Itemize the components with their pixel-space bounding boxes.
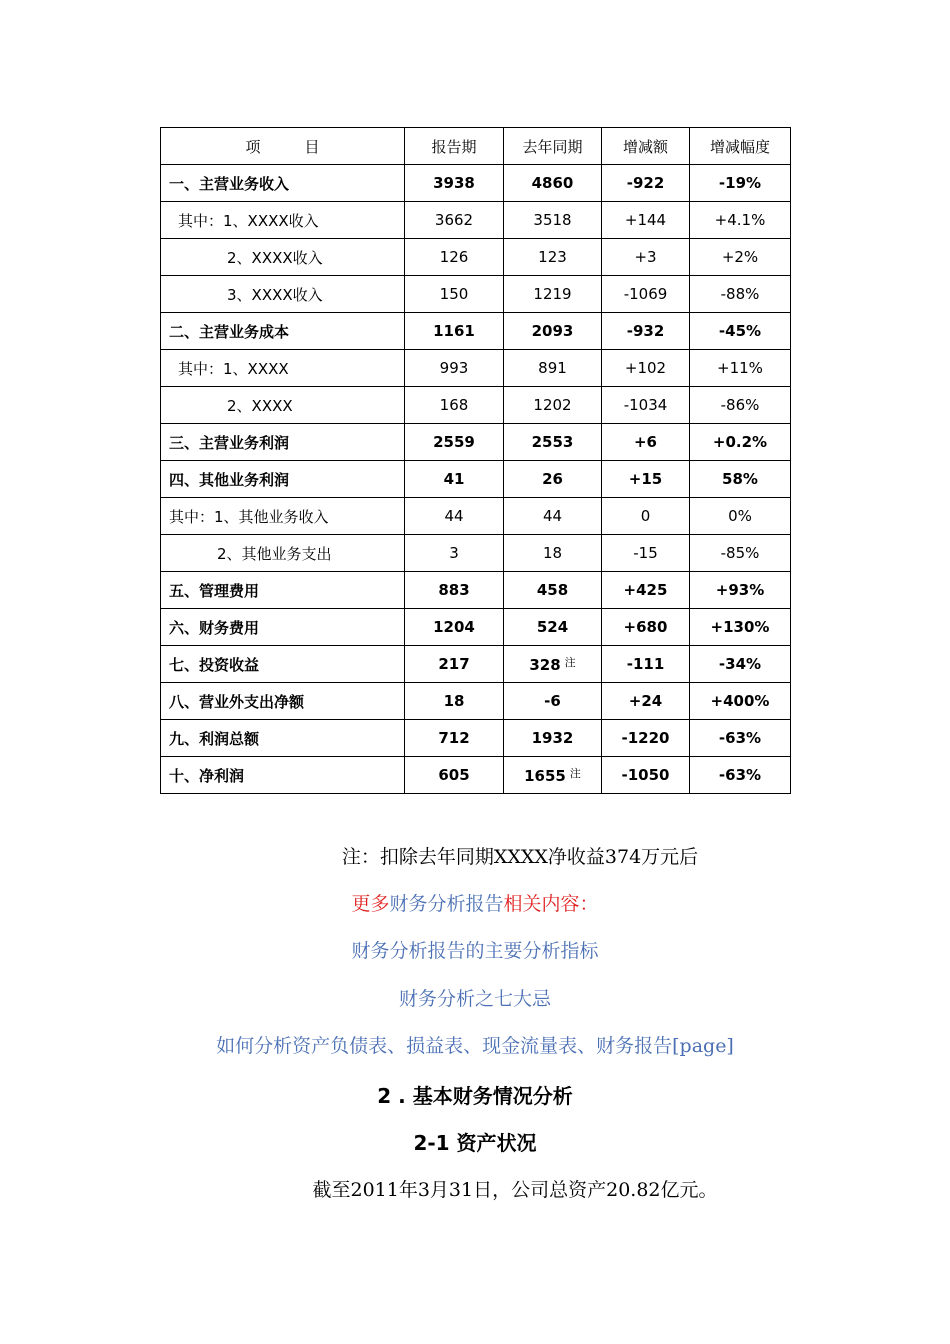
- cell-change: -111: [602, 646, 690, 683]
- cell-change: -1034: [602, 387, 690, 424]
- cell-change: +15: [602, 461, 690, 498]
- cell-last-year: -6: [504, 683, 602, 720]
- cell-last-year: 1932: [504, 720, 602, 757]
- table-row: [161, 424, 791, 461]
- subsection-heading: 2-1 资产状况: [413, 1131, 537, 1155]
- row-label: 四、其他业务利润: [161, 461, 405, 498]
- cell-report: 3: [405, 535, 504, 572]
- cell-last-year: 2553: [504, 424, 602, 461]
- cell-report: 41: [405, 461, 504, 498]
- cell-change-pct: -86%: [690, 387, 791, 424]
- row-label: 其中：1、其他业务收入: [161, 498, 405, 535]
- table-footnote: 注：扣除去年同期XXXX净收益374万元后: [341, 846, 699, 868]
- table-row: [161, 646, 791, 683]
- related-link-main-indicators[interactable]: 财务分析报告的主要分析指标: [351, 940, 599, 962]
- row-label: 十、净利润: [161, 757, 405, 794]
- table-row: [161, 498, 791, 535]
- cell-change: +680: [602, 609, 690, 646]
- table-row: [161, 350, 791, 387]
- cell-change-pct: +2%: [690, 239, 791, 276]
- row-label: 六、财务费用: [161, 609, 405, 646]
- cell-change-pct: -85%: [690, 535, 791, 572]
- row-label: 一、主营业务收入: [161, 165, 405, 202]
- cell-change-pct: -34%: [690, 646, 791, 683]
- table-row: [161, 720, 791, 757]
- more-topic-link[interactable]: 财务分析报告: [389, 893, 504, 915]
- cell-change: -922: [602, 165, 690, 202]
- more-suffix: 相关内容：: [503, 893, 599, 915]
- row-label: 2、XXXX: [161, 387, 405, 424]
- cell-report: 44: [405, 498, 504, 535]
- header-item: 项 目: [161, 128, 405, 165]
- cell-report: 3662: [405, 202, 504, 239]
- header-change-pct: 增减幅度: [690, 128, 791, 165]
- cell-change: +3: [602, 239, 690, 276]
- cell-last-year: 4860: [504, 165, 602, 202]
- cell-change-pct: +93%: [690, 572, 791, 609]
- footnote-mark: 注: [569, 767, 581, 780]
- cell-last-year: 458: [504, 572, 602, 609]
- cell-last-year: 26: [504, 461, 602, 498]
- table-row: [161, 572, 791, 609]
- cell-change: +144: [602, 202, 690, 239]
- row-label: 三、主营业务利润: [161, 424, 405, 461]
- more-related-content: [0, 889, 950, 916]
- cell-change-pct: -88%: [690, 276, 791, 313]
- header-report-period: 报告期: [405, 128, 504, 165]
- cell-change: -15: [602, 535, 690, 572]
- cell-last-year: 1219: [504, 276, 602, 313]
- cell-report: 883: [405, 572, 504, 609]
- footnote-mark: 注: [564, 656, 576, 669]
- cell-change: +425: [602, 572, 690, 609]
- table-row: [161, 202, 791, 239]
- cell-change-pct: +130%: [690, 609, 791, 646]
- cell-change-pct: -19%: [690, 165, 791, 202]
- cell-last-year: 524: [504, 609, 602, 646]
- cell-change-pct: -63%: [690, 720, 791, 757]
- section-heading: 2 . 基本财务情况分析: [377, 1084, 573, 1108]
- header-last-year: 去年同期: [504, 128, 602, 165]
- cell-change-pct: +0.2%: [690, 424, 791, 461]
- cell-last-year: 1202: [504, 387, 602, 424]
- financial-table: [160, 127, 791, 794]
- table-row: [161, 387, 791, 424]
- row-label: 2、其他业务支出: [161, 535, 405, 572]
- table-row: [161, 276, 791, 313]
- row-label: 其中：1、XXXX: [161, 350, 405, 387]
- row-label: 2、XXXX收入: [161, 239, 405, 276]
- table-row: [161, 683, 791, 720]
- cell-report: 2559: [405, 424, 504, 461]
- cell-report: 1161: [405, 313, 504, 350]
- cell-change-pct: 58%: [690, 461, 791, 498]
- cell-change: 0: [602, 498, 690, 535]
- table-row: [161, 461, 791, 498]
- cell-change: -1069: [602, 276, 690, 313]
- cell-change: +102: [602, 350, 690, 387]
- cell-last-year: 1655 $^注$: [504, 757, 602, 794]
- cell-report: 150: [405, 276, 504, 313]
- table-row: [161, 757, 791, 794]
- table-row: [161, 239, 791, 276]
- row-label: 3、XXXX收入: [161, 276, 405, 313]
- cell-change: +24: [602, 683, 690, 720]
- cell-last-year: 3518: [504, 202, 602, 239]
- cell-last-year: 44: [504, 498, 602, 535]
- header-change: 增减额: [602, 128, 690, 165]
- table-row: [161, 609, 791, 646]
- cell-change-pct: -45%: [690, 313, 791, 350]
- related-link-seven-taboos[interactable]: 财务分析之七大忌: [398, 988, 551, 1010]
- row-label: 其中：1、XXXX收入: [161, 202, 405, 239]
- cell-change-pct: +400%: [690, 683, 791, 720]
- cell-last-year: 891: [504, 350, 602, 387]
- cell-change: +6: [602, 424, 690, 461]
- cell-change: -1220: [602, 720, 690, 757]
- cell-report: 3938: [405, 165, 504, 202]
- row-label: 八、营业外支出净额: [161, 683, 405, 720]
- table-row: [161, 535, 791, 572]
- more-prefix: 更多: [351, 893, 390, 915]
- cell-report: 217: [405, 646, 504, 683]
- cell-report: 1204: [405, 609, 504, 646]
- cell-report: 168: [405, 387, 504, 424]
- cell-change-pct: +11%: [690, 350, 791, 387]
- row-label: 七、投资收益: [161, 646, 405, 683]
- cell-report: 605: [405, 757, 504, 794]
- cell-change-pct: -63%: [690, 757, 791, 794]
- cell-change: -932: [602, 313, 690, 350]
- cell-last-year: 18: [504, 535, 602, 572]
- related-link-how-to-analyze[interactable]: 如何分析资产负债表、损益表、现金流量表、财务报告[page]: [216, 1035, 734, 1057]
- table-row: [161, 165, 791, 202]
- cell-report: 712: [405, 720, 504, 757]
- row-label: 二、主营业务成本: [161, 313, 405, 350]
- table-row: [161, 313, 791, 350]
- cell-change: -1050: [602, 757, 690, 794]
- table-header-row: [161, 128, 791, 165]
- cell-last-year: 123: [504, 239, 602, 276]
- cell-last-year: 328 $^注$: [504, 646, 602, 683]
- cell-change-pct: +4.1%: [690, 202, 791, 239]
- row-label: 五、管理费用: [161, 572, 405, 609]
- body-paragraph: 截至2011年3月31日，公司总资产20.82亿元。: [312, 1179, 718, 1201]
- cell-report: 18: [405, 683, 504, 720]
- cell-last-year: 2093: [504, 313, 602, 350]
- row-label: 九、利润总额: [161, 720, 405, 757]
- cell-report: 126: [405, 239, 504, 276]
- cell-change-pct: 0%: [690, 498, 791, 535]
- cell-report: 993: [405, 350, 504, 387]
